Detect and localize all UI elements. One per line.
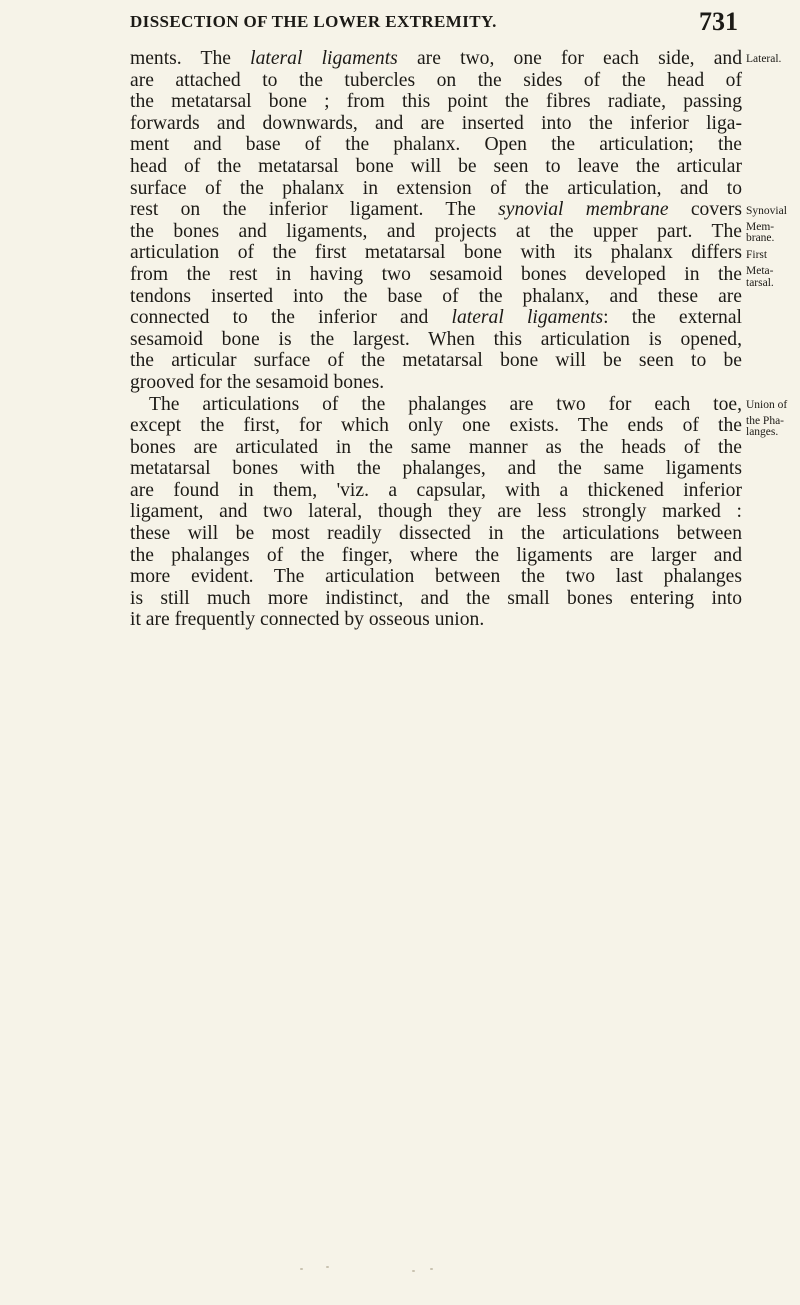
text-line: ligament, and two lateral, though they are less strongly marked : [130, 501, 742, 523]
margin-note-first: First [746, 249, 768, 261]
margin-note-lateral: Lateral. [746, 53, 782, 65]
text-line: except the first, for which only one exists. The ends of the [130, 415, 742, 437]
text-line: ments. The lateral ligaments are two, one for each side, and [130, 48, 743, 69]
text-line: surface of the phalanx in extension of the articulation, and to [130, 177, 742, 199]
text-line: is still much more indistinct, and the small bones entering into [130, 587, 742, 609]
text-line: these will be most readily dissected in the articulations between [130, 523, 742, 545]
text-line: the bones and ligaments, and projects at the upper part. The [130, 220, 742, 242]
paper-speck [326, 1266, 329, 1268]
text-line: forwards and downwards, and are inserted into the inferior liga- [130, 112, 742, 134]
text-line: are found in them, 'viz. a capsular, with a thickened inferior [130, 479, 742, 501]
italic-term: lateral ligaments [451, 307, 604, 329]
body-text [130, 48, 742, 631]
margin-note-union: Union of [746, 399, 788, 411]
text-line: from the rest in having two sesamoid bones developed in the [130, 263, 742, 285]
running-title: DISSECTION OF THE LOWER EXTREMITY. [130, 12, 497, 31]
margin-note-meta-1: Meta- [746, 265, 774, 277]
italic-term: lateral ligaments [250, 48, 398, 69]
text-line: tendons inserted into the base of the phalanx, and these are [130, 285, 742, 307]
margin-note-membrane-2: brane. [746, 232, 775, 244]
text-line: ment and base of the phalanx. Open the articulation; the [130, 134, 742, 156]
text-line: it are frequently connected by osseous union. [130, 609, 485, 631]
text-line: connected to the inferior and lateral ligaments: the external [130, 307, 742, 329]
text-line: The articulations of the phalanges are two for each toe, [149, 393, 742, 415]
text-line: bones are articulated in the same manner as the heads of the [130, 436, 742, 458]
paper-speck [412, 1270, 415, 1272]
margin-note-membrane-1: Mem- [746, 221, 775, 233]
margin-note-meta-2: tarsal. [746, 277, 774, 289]
text-line: sesamoid bone is the largest. When this articulation is opened, [130, 328, 742, 350]
paper-speck [300, 1268, 303, 1270]
margin-note-synovial: Synovial [746, 205, 787, 217]
margin-note-phalanges-2: langes. [746, 426, 779, 438]
running-head [0, 7, 800, 40]
text-line: metatarsal bones with the phalanges, and the same ligaments [130, 458, 742, 480]
text-line: grooved for the sesamoid bones. [130, 371, 385, 393]
text-line: rest on the inferior ligament. The synovial membrane covers [130, 199, 742, 221]
text-line: head of the metatarsal bone will be seen to leave the articular [130, 155, 742, 177]
text-line: the phalanges of the finger, where the ligaments are larger and [130, 544, 742, 566]
italic-term: synovial membrane [498, 199, 669, 221]
text-line: are attached to the tubercles on the sides of the head of [130, 69, 742, 91]
paper-speck [430, 1268, 433, 1270]
text-line: the articular surface of the metatarsal bone will be seen to be [130, 350, 742, 372]
margin-note-phalanges-1: the Pha- [746, 415, 785, 427]
text-line: articulation of the first metatarsal bone with its phalanx differs [130, 242, 742, 264]
text-line: the metatarsal bone ; from this point the fibres radiate, passing [130, 91, 742, 113]
text-line: more evident. The articulation between the two last phalanges [130, 566, 742, 588]
page-number: 731 [699, 7, 738, 36]
